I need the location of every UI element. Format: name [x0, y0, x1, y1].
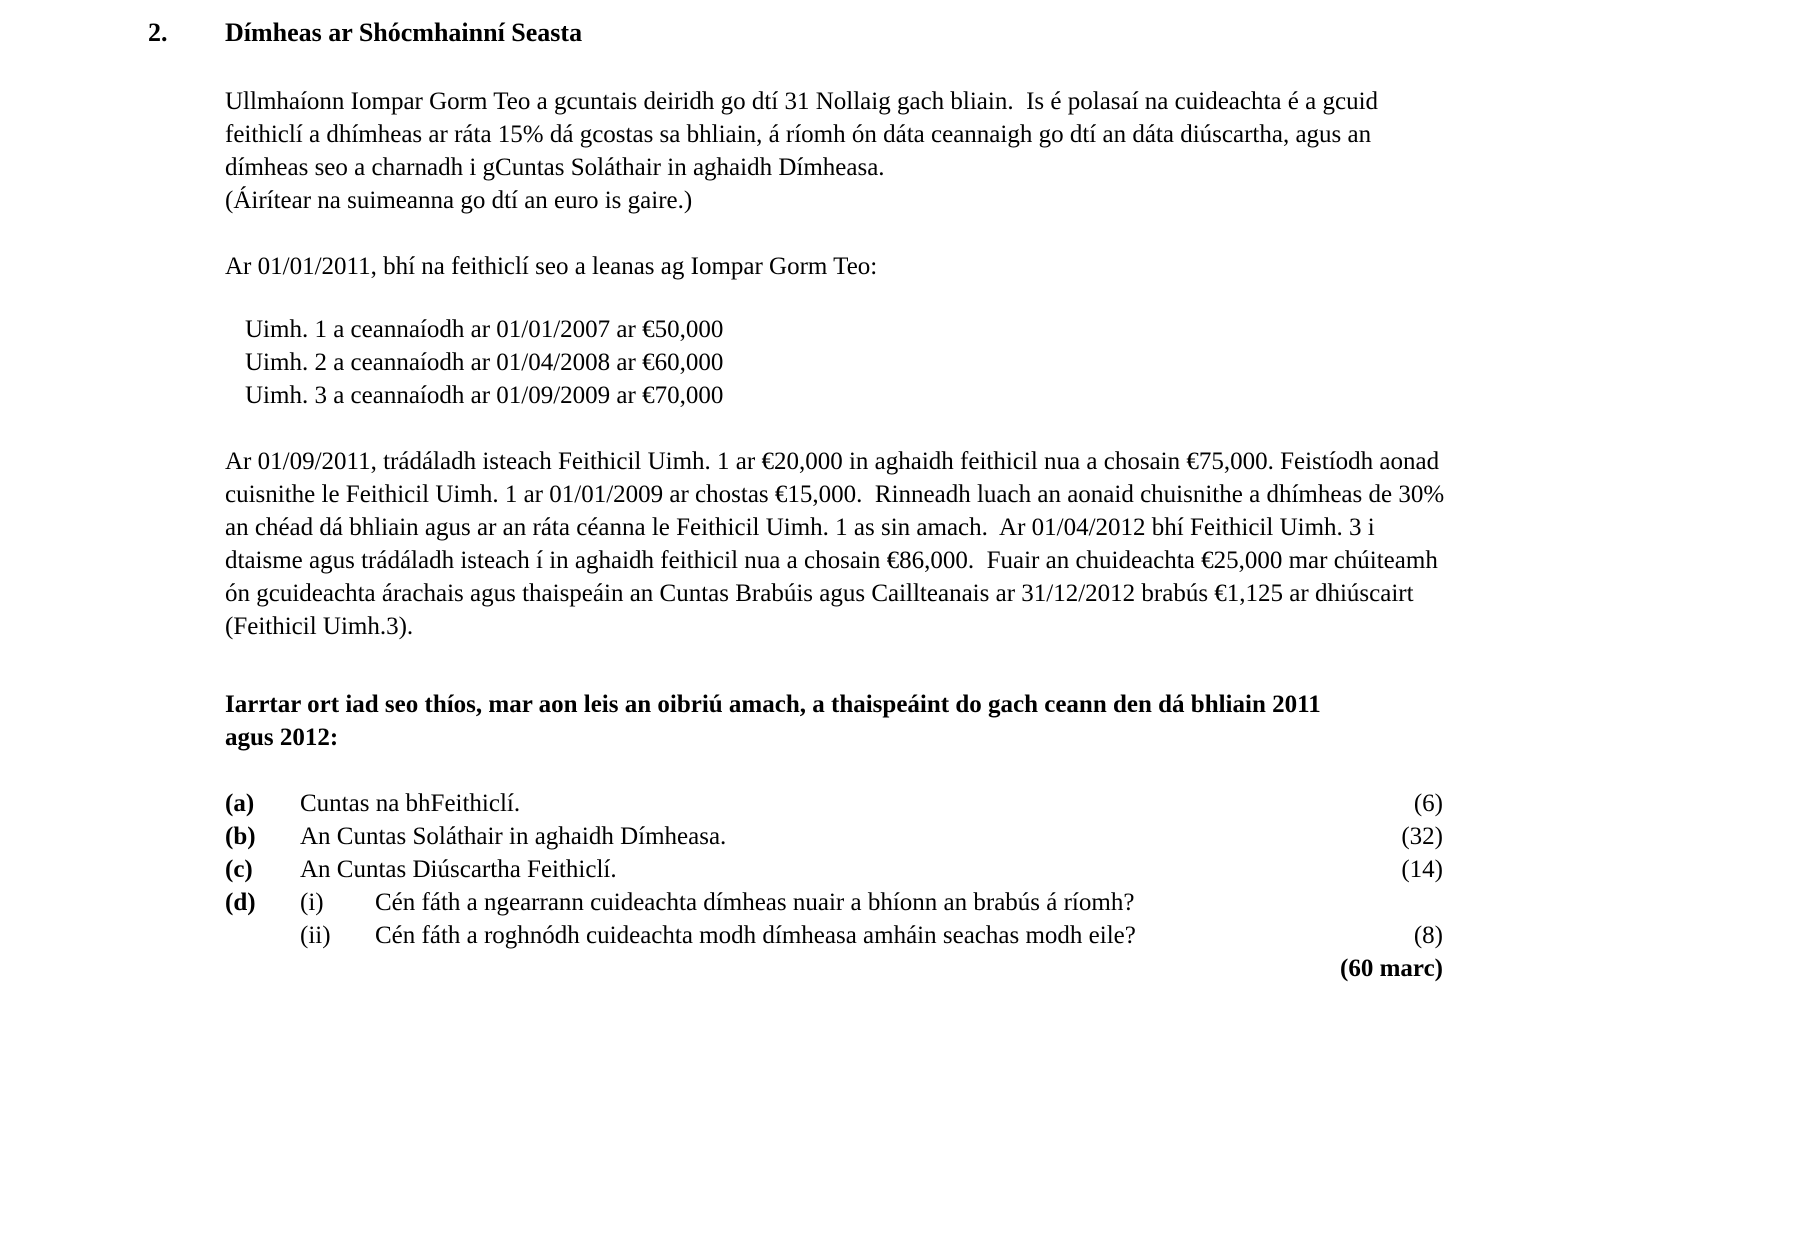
part-text: Cén fáth a roghnódh cuideachta modh dímheasa amháin seachas modh eile?	[375, 922, 1136, 949]
rounding-note: (Áirítear na suimeanna go dtí an euro is gaire.)	[225, 187, 693, 214]
part-marks: (32)	[1401, 823, 1443, 850]
part-marks: (6)	[1413, 790, 1443, 817]
total-marks: (60 marc)	[1340, 955, 1443, 982]
question-number: 2.	[148, 18, 168, 47]
part-marks	[1358, 886, 1443, 919]
part-text: Cuntas na bhFeithiclí.	[300, 790, 521, 817]
instruction-paragraph: Iarrtar ort iad seo thíos, mar aon leis an oibriú amach, a thaispeáint do gach ceann den dá bhliain 2011 agus 2012:	[225, 691, 1327, 751]
question-header	[148, 16, 1818, 49]
part-label: (c)	[225, 856, 253, 883]
vehicle-item: Uimh. 3 a ceannaíodh ar 01/09/2009 ar €70,000	[245, 382, 724, 409]
part-d-subparts	[300, 886, 1443, 952]
vehicle-item: Uimh. 2 a ceannaíodh ar 01/04/2008 ar €60,000	[245, 349, 724, 376]
part-row-d-ii	[300, 919, 1443, 952]
vehicle-list	[245, 313, 1457, 412]
part-row-d	[225, 886, 1443, 952]
part-text: Cén fáth a ngearrann cuideachta dímheas nuair a bhíonn an brabús á ríomh?	[375, 889, 1135, 916]
part-marks: (14)	[1401, 856, 1443, 883]
parts-list	[225, 787, 1443, 952]
part-label: (b)	[225, 823, 256, 850]
part-row-a	[225, 787, 1443, 820]
vehicle-item: Uimh. 1 a ceannaíodh ar 01/01/2007 ar €50,000	[245, 316, 724, 343]
question-title: Dímheas ar Shócmhainní Seasta	[225, 18, 583, 47]
part-row-c	[225, 853, 1443, 886]
question-body	[225, 85, 1457, 985]
part-label: (a)	[225, 790, 255, 817]
intro-paragraph: Ullmhaíonn Iompar Gorm Teo a gcuntais deiridh go dtí 31 Nollaig gach bliain. Is é polasaí na cuideachta é a gcuid feithiclí a dhímheas ar ráta 15% dá gcostas sa bhliain, á ríomh ón dáta ceannaigh go dtí an dáta diúscartha, agus an dímheas seo a charnadh i gCuntas Soláthair in aghaidh Dímheasa.	[225, 88, 1385, 181]
part-row-d-i	[300, 886, 1443, 919]
vehicles-intro-paragraph: Ar 01/01/2011, bhí na feithiclí seo a leanas ag Iompar Gorm Teo:	[225, 253, 878, 280]
detail-paragraph: Ar 01/09/2011, trádáladh isteach Feithicil Uimh. 1 ar €20,000 in aghaidh feithicil nua a chosain €75,000. Feistíodh aonad cuisnithe le Feithicil Uimh. 1 ar 01/01/2009 ar chostas €15,000. Rinneadh luach an aonaid chuisnithe a dhímheas de 30% an chéad dá bhliain agus ar an ráta céanna le Feithicil Uimh. 1 as sin amach. Ar 01/04/2012 bhí Feithicil Uimh. 3 i dtaisme agus trádáladh isteach í in aghaidh feithicil nua a chosain €86,000. Fuair an chuideachta €25,000 mar chúiteamh ón gcuideachta árachais agus thaispeáin an Cuntas Brabúis agus Caillteanais ar 31/12/2012 brabús €1,125 ar dhiúscairt (Feithicil Uimh.3).	[225, 448, 1451, 640]
sub-part-label: (ii)	[300, 922, 331, 949]
sub-part-label: (i)	[300, 889, 324, 916]
part-marks: (8)	[1413, 922, 1443, 949]
part-text: An Cuntas Diúscartha Feithiclí.	[300, 856, 617, 883]
part-text: An Cuntas Soláthair in aghaidh Dímheasa.	[300, 823, 727, 850]
part-row-b	[225, 820, 1443, 853]
part-label: (d)	[225, 889, 256, 916]
